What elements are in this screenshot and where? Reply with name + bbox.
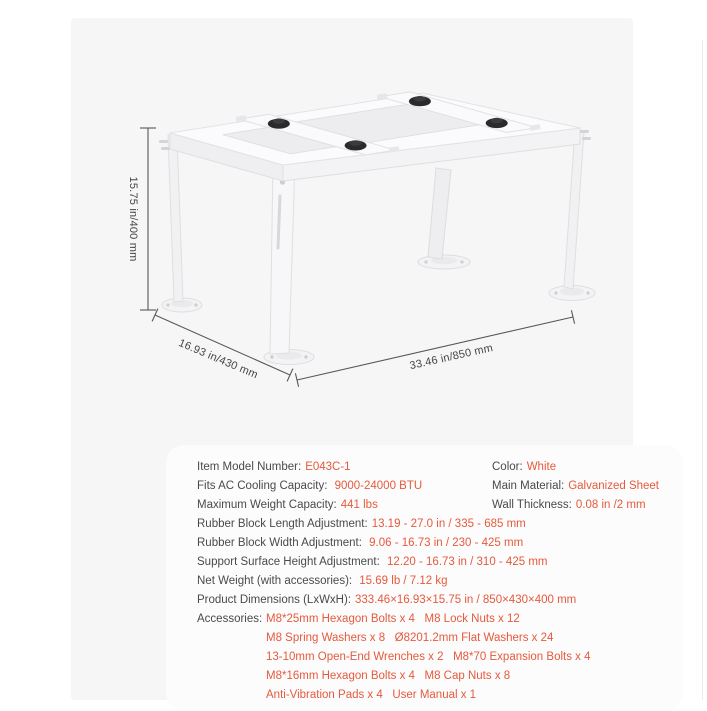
accessories-line: M8*16mm Hexagon Bolts x 4 M8 Cap Nuts x 8 (266, 670, 511, 682)
dim-height (140, 128, 156, 310)
spec-value: Galvanized Sheet (568, 480, 660, 492)
spec-value: 0.08 in /2 mm (575, 499, 646, 511)
spec-row (197, 477, 683, 496)
dim-height-label: 15.75 in/400 mm (127, 176, 139, 262)
accessories-line: M8 Spring Washers x 8 Ø8201.2mm Flat Washers x 24 (266, 632, 554, 644)
stand-leg-back-right (564, 130, 584, 289)
spec-value: 9000-24000 BTU (331, 480, 423, 492)
spec-label: Main Material: (492, 480, 565, 492)
spec-panel (166, 445, 683, 711)
spec-label: Color: (492, 461, 523, 473)
spec-value: 333.46×16.93×15.75 in / 850×430×400 mm (355, 594, 577, 606)
spec-label: Fits AC Cooling Capacity: (197, 480, 328, 492)
spec-label: Rubber Block Length Adjustment: (197, 518, 368, 530)
spec-label: Item Model Number: (197, 461, 302, 473)
spec-value: 15.69 lb / 7.12 kg (356, 575, 448, 587)
stand-leg-back-left (168, 135, 183, 302)
product-image-area (71, 18, 660, 701)
spec-value: 9.06 - 16.73 in / 230 - 425 mm (365, 537, 524, 549)
spec-row (197, 458, 683, 477)
dim-depth-label: 16.93 in/430 mm (176, 337, 260, 382)
product-diagram (71, 18, 633, 438)
spec-row (197, 591, 683, 610)
accessories-lines (266, 610, 683, 705)
spec-value: White (526, 461, 557, 473)
dim-width (295, 310, 574, 387)
accessories-line: 13-10mm Open-End Wrenches x 2 M8*70 Expansion Bolts x 4 (266, 651, 591, 663)
spec-row (197, 515, 683, 534)
foot-flanges (162, 255, 595, 365)
accessories-line: Anti-Vibration Pads x 4 User Manual x 1 (266, 689, 477, 701)
spec-row (197, 553, 683, 572)
spec-label: Product Dimensions (LxWxH): (197, 594, 352, 606)
spec-value: E043C-1 (305, 461, 351, 473)
dim-width-line (297, 317, 573, 380)
spec-label: Net Weight (with accessories): (197, 575, 353, 587)
spec-label: Maximum Weight Capacity: (197, 499, 337, 511)
spec-label: Rubber Block Width Adjustment: (197, 537, 362, 549)
window-edge-line (702, 40, 703, 700)
stand-leg-front-left (270, 161, 295, 354)
spec-label: Wall Thickness: (492, 499, 572, 511)
spec-row (197, 534, 683, 553)
spec-row-accessories (197, 610, 683, 705)
leg-adjustment-slot (278, 196, 280, 248)
spec-row (197, 496, 683, 515)
dim-width-label: 33.46 in/850 mm (408, 342, 495, 373)
stand-leg-front-right (428, 168, 451, 259)
spec-value: 13.19 - 27.0 in / 335 - 685 mm (371, 518, 526, 530)
accessories-line: M8*25mm Hexagon Bolts x 4 M8 Lock Nuts x 12 (266, 613, 520, 625)
spec-value: 12.20 - 16.73 in / 310 - 425 mm (383, 556, 548, 568)
spec-label: Support Surface Height Adjustment: (197, 556, 380, 568)
spec-row (197, 572, 683, 591)
foot-flange-front-right (418, 255, 470, 269)
spec-value: 441 lbs (340, 499, 378, 511)
accessories-label: Accessories: (197, 613, 263, 625)
